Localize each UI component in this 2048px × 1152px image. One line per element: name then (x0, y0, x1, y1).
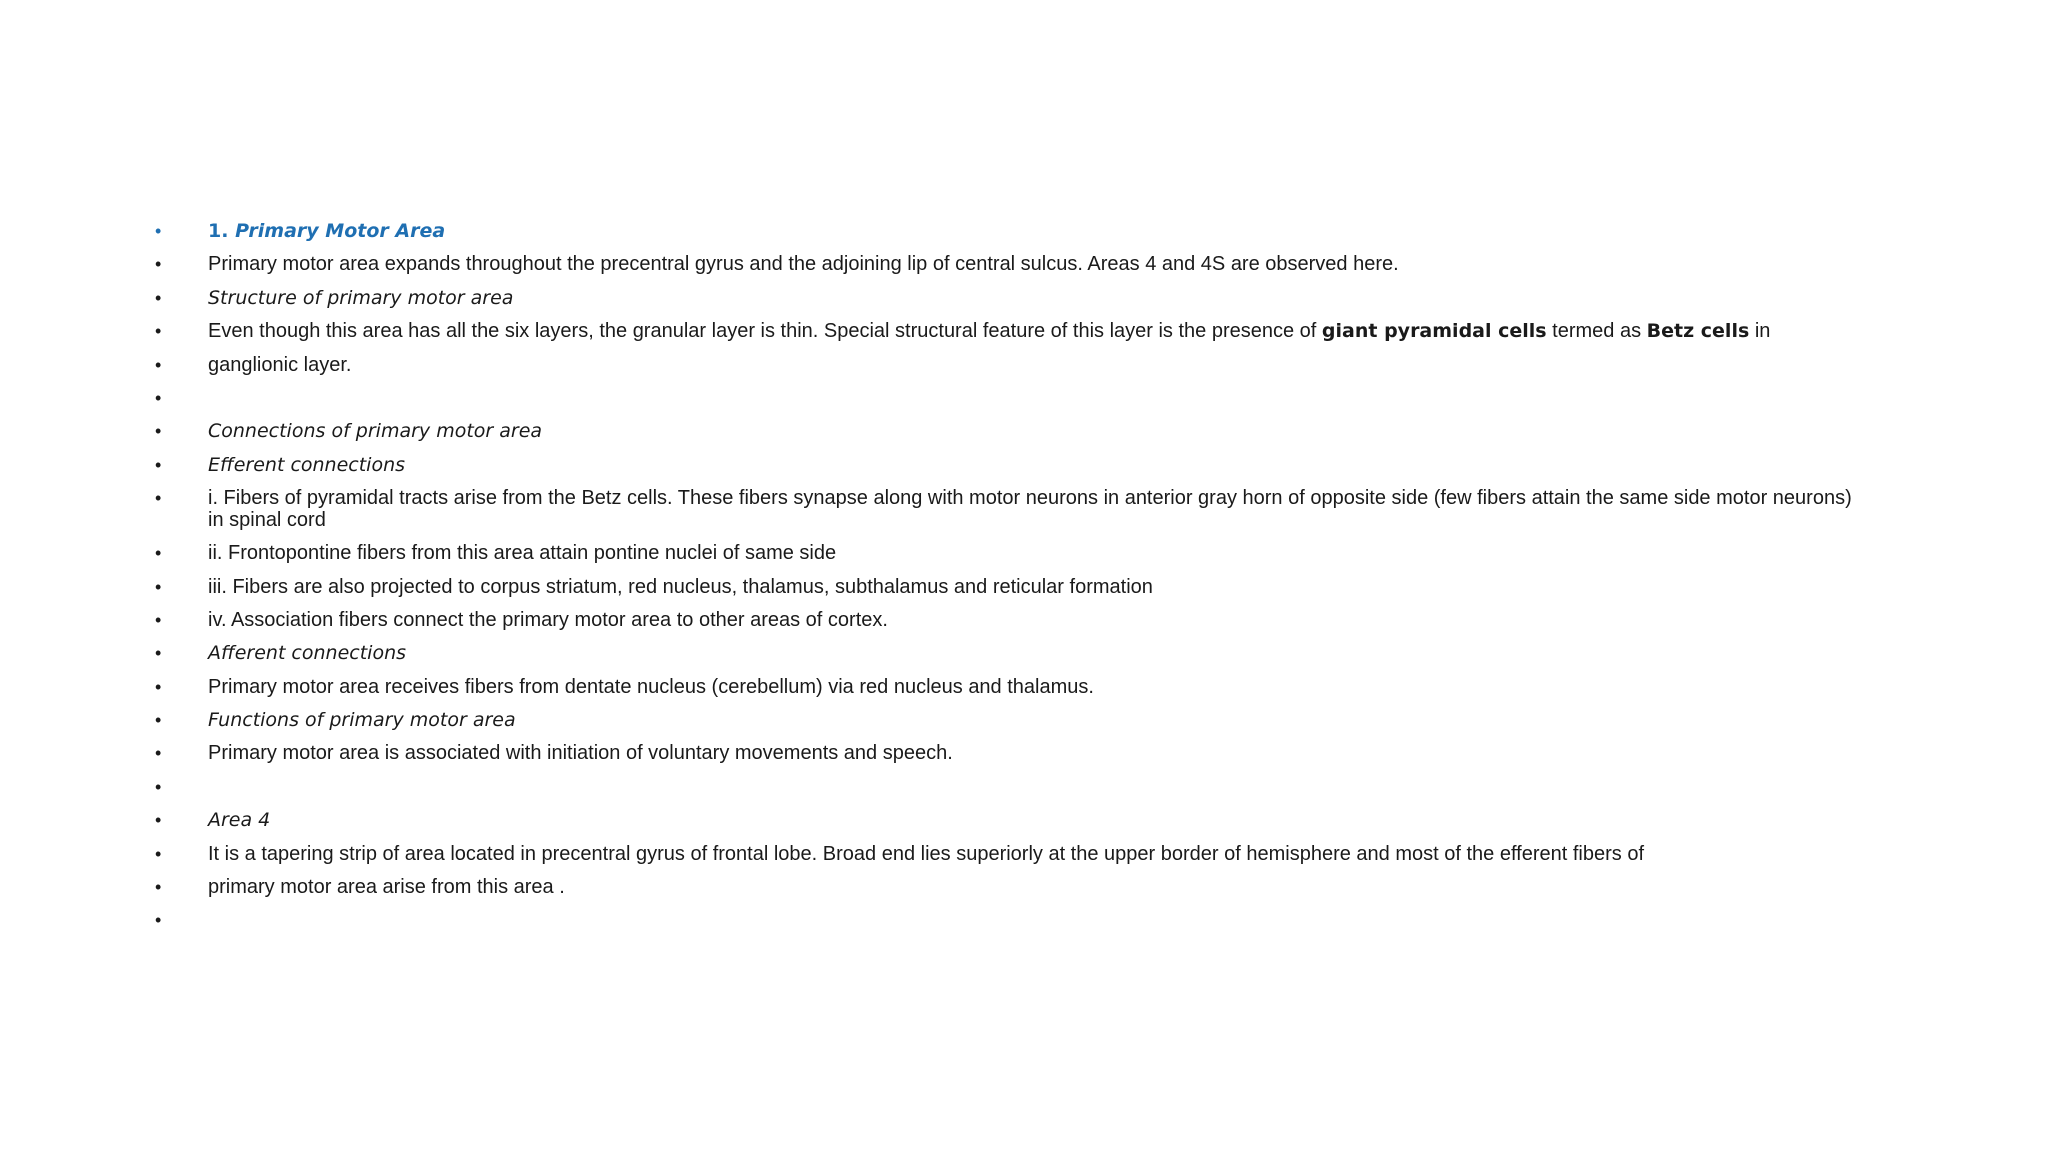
body-text-part: in (1749, 320, 1771, 343)
list-item-empty (155, 904, 1915, 937)
bullet-icon: • (155, 254, 162, 275)
bullet-icon: • (155, 810, 162, 831)
list-item (155, 604, 1915, 637)
bullet-icon: • (155, 710, 162, 731)
subheading-area-4: Area 4 (208, 809, 271, 832)
subheading-structure: Structure of primary motor area (208, 286, 514, 309)
list-item (155, 349, 1915, 382)
bullet-icon: • (155, 454, 162, 475)
body-text-part: termed as (1546, 320, 1647, 343)
list-item (155, 282, 1915, 315)
body-text: Primary motor area is associated with initiation of voluntary movements and speech. (208, 742, 953, 765)
list-item (155, 537, 1915, 570)
bullet-icon: • (155, 387, 162, 408)
list-item (155, 637, 1915, 670)
body-text: iii. Fibers are also projected to corpus striatum, red nucleus, thalamus, subthalamus and reticular formation (208, 575, 1153, 598)
bullet-icon: • (155, 488, 162, 509)
body-text-line-2: in spinal cord (208, 509, 326, 532)
bullet-icon: • (155, 910, 162, 931)
bullet-icon: • (155, 221, 162, 241)
bullet-icon: • (155, 676, 162, 697)
bullet-icon: • (155, 643, 162, 664)
bullet-icon: • (155, 321, 162, 342)
list-item (155, 871, 1915, 904)
body-text-part: Even though this area has all the six layers, the granular layer is thin. Special structural feature of this layer is the presence of (208, 320, 1322, 343)
term-betz-cells: Betz cells (1646, 320, 1750, 343)
subheading-connections: Connections of primary motor area (208, 420, 543, 443)
section-title: Primary Motor Area (235, 220, 446, 242)
bullet-icon: • (155, 421, 162, 442)
body-text: ii. Frontopontine fibers from this area attain pontine nuclei of same side (208, 542, 837, 565)
bullet-icon: • (155, 287, 162, 308)
list-item (155, 248, 1915, 281)
body-text: It is a tapering strip of area located in precentral gyrus of frontal lobe. Broad end lies superiorly at the upper border of hemisphere and most of the efferent fibers of (208, 842, 1644, 865)
section-number: 1. (208, 220, 229, 242)
list-item (155, 704, 1915, 737)
body-text: Primary motor area receives fibers from dentate nucleus (cerebellum) via red nucleus and thalamus. (208, 675, 1094, 698)
body-text (208, 487, 1852, 531)
list-item (155, 838, 1915, 871)
bullet-icon: • (155, 843, 162, 864)
list-item (155, 482, 1915, 537)
bullet-icon: • (155, 543, 162, 564)
bullet-icon: • (155, 743, 162, 764)
list-item (155, 671, 1915, 704)
list-item-heading (155, 215, 1915, 248)
list-item (155, 449, 1915, 482)
subheading-efferent: Efferent connections (208, 453, 406, 476)
bullet-icon: • (155, 776, 162, 797)
subheading-afferent: Afferent connections (208, 642, 407, 665)
section-heading (208, 220, 445, 242)
bullet-list (155, 215, 1915, 938)
body-text: Primary motor area expands throughout the precentral gyrus and the adjoining lip of central sulcus. Areas 4 and 4S are observed here. (208, 253, 1399, 276)
list-item (155, 804, 1915, 837)
body-text: primary motor area arise from this area . (208, 876, 565, 899)
body-text (208, 320, 1770, 342)
list-item (155, 571, 1915, 604)
list-item-empty (155, 771, 1915, 804)
list-item (155, 415, 1915, 448)
body-text-line-1: i. Fibers of pyramidal tracts arise from the Betz cells. These fibers synapse along with motor neurons in anterior gray horn of opposite side (few fibers attain the same side motor neurons) (208, 487, 1852, 510)
body-text: iv. Association fibers connect the primary motor area to other areas of cortex. (208, 608, 888, 631)
body-text: ganglionic layer. (208, 353, 352, 376)
bullet-icon: • (155, 877, 162, 898)
bullet-icon: • (155, 576, 162, 597)
list-item-empty (155, 382, 1915, 415)
list-item (155, 315, 1915, 348)
term-giant-pyramidal-cells: giant pyramidal cells (1321, 320, 1547, 343)
bullet-icon: • (155, 354, 162, 375)
subheading-functions: Functions of primary motor area (208, 709, 516, 732)
bullet-icon: • (155, 609, 162, 630)
list-item (155, 737, 1915, 770)
